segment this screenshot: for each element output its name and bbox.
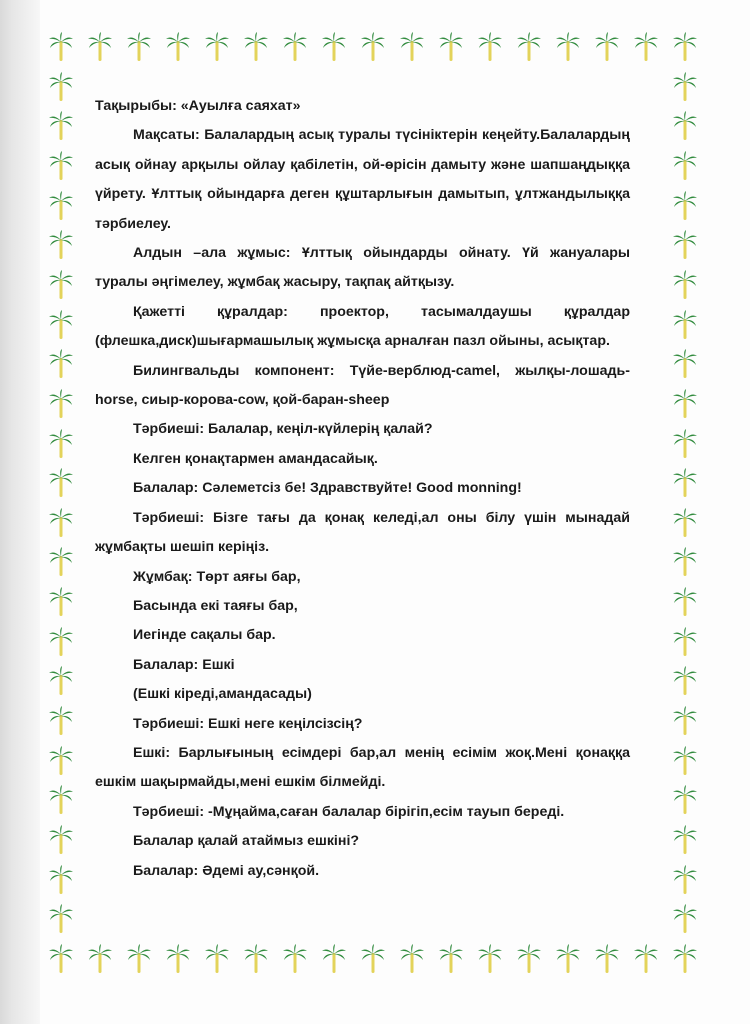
palm-tree-icon (48, 508, 74, 538)
palm-tree-icon (672, 785, 698, 815)
palm-tree-icon (672, 32, 698, 62)
palm-tree-icon (672, 111, 698, 141)
palm-tree-icon (672, 310, 698, 340)
palm-tree-icon (87, 32, 113, 62)
riddle-line: Иегінде сақалы бар. (133, 627, 276, 644)
palm-tree-icon (594, 944, 620, 974)
palm-tree-icon (321, 944, 347, 974)
palm-tree-icon (282, 944, 308, 974)
palm-tree-icon (672, 270, 698, 300)
palm-tree-icon (48, 706, 74, 736)
palm-tree-icon (126, 32, 152, 62)
palm-tree-icon (555, 32, 581, 62)
palm-tree-icon (672, 666, 698, 696)
palm-tree-icon (516, 944, 542, 974)
palm-tree-icon (633, 944, 659, 974)
palm-tree-icon (672, 865, 698, 895)
palm-tree-icon (87, 944, 113, 974)
palm-tree-icon (438, 32, 464, 62)
palm-tree-icon (672, 627, 698, 657)
riddle-line: Басында екі таяғы бар, (133, 597, 298, 614)
palm-tree-icon (48, 151, 74, 181)
palm-tree-icon (204, 32, 230, 62)
palm-tree-icon (672, 904, 698, 934)
palm-tree-icon (672, 706, 698, 736)
palm-tree-icon (48, 746, 74, 776)
palm-tree-icon (48, 865, 74, 895)
palm-tree-icon (48, 349, 74, 379)
palm-tree-icon (48, 111, 74, 141)
palm-tree-icon (516, 32, 542, 62)
lesson-topic: Тақырыбы: «Ауылға саяхат» (95, 98, 301, 114)
dialogue-line: Тәрбиеші: -Мұңайма,саған балалар бірігіп,есім тауып береді. (133, 803, 565, 820)
palm-tree-icon (672, 72, 698, 102)
palm-tree-icon (672, 587, 698, 617)
palm-tree-icon (672, 825, 698, 855)
palm-tree-icon (48, 72, 74, 102)
palm-tree-icon (399, 32, 425, 62)
palm-tree-icon (48, 666, 74, 696)
document-text (95, 92, 630, 886)
palm-tree-icon (672, 389, 698, 419)
palm-tree-icon (48, 468, 74, 498)
dialogue-line: Балалар: Әдемі ау,сәнқой. (133, 862, 320, 879)
stage-direction: (Ешкі кіреді,амандасады) (133, 686, 312, 703)
palm-tree-icon (555, 944, 581, 974)
palm-tree-icon (48, 627, 74, 657)
palm-tree-icon (477, 944, 503, 974)
palm-tree-icon (399, 944, 425, 974)
palm-tree-icon (48, 389, 74, 419)
palm-tree-icon (321, 32, 347, 62)
required-materials: Қажетті құралдар: проектор, тасымалдаушы құралдар (флешка,диск)шығармашылық жұмысқа арналған пазл ойыны, асықтар. (95, 303, 630, 350)
palm-tree-icon (48, 944, 74, 974)
palm-tree-icon (165, 944, 191, 974)
dialogue-line: Балалар: Сәлеметсіз бе! Здравствуйте! Good monning! (133, 480, 522, 497)
dialogue-line: Балалар: Ешкі (133, 656, 235, 673)
palm-tree-icon (477, 32, 503, 62)
riddle-line: Жұмбақ: Төрт аяғы бар, (133, 568, 301, 585)
palm-tree-icon (672, 944, 698, 974)
dialogue-line: Тәрбиеші: Ешкі неге кеңілсізсің? (133, 715, 363, 732)
palm-tree-icon (243, 944, 269, 974)
dialogue-line: Келген қонақтармен амандасайық. (133, 450, 378, 467)
dialogue-line: Балалар қалай атаймыз ешкіні? (133, 833, 360, 850)
palm-tree-icon (672, 547, 698, 577)
dialogue-line: Тәрбиеші: Бізге тағы да қонақ келеді,ал оны білу үшін мынадай жұмбақты шешіп керіңіз. (95, 509, 630, 556)
palm-tree-icon (360, 32, 386, 62)
palm-tree-icon (48, 230, 74, 260)
palm-tree-icon (204, 944, 230, 974)
palm-tree-icon (165, 32, 191, 62)
palm-tree-icon (48, 904, 74, 934)
palm-tree-icon (672, 151, 698, 181)
palm-tree-icon (672, 429, 698, 459)
palm-tree-icon (48, 32, 74, 62)
palm-tree-icon (360, 944, 386, 974)
palm-tree-icon (48, 547, 74, 577)
palm-tree-icon (672, 349, 698, 379)
bilingual-component: Билингвальды компонент: Түйе-верблюд-camel, жылқы-лошадь-horse, сиыр-корова-cow, қой-баран-sheep (95, 362, 630, 409)
palm-tree-icon (48, 270, 74, 300)
palm-tree-icon (48, 825, 74, 855)
palm-tree-icon (672, 508, 698, 538)
lesson-goal: Мақсаты: Балалардың асық туралы түсініктерін кеңейту.Балалардың асық ойнау арқылы ойлау қабілетін, ой-өрісін дамыту және шапшаңдыққа үйрету. Ұлттық ойындарға деген құштарлығын дамытып, ұлтжандылыққа тәрбиелеу. (95, 127, 630, 232)
palm-tree-icon (48, 191, 74, 221)
palm-tree-icon (48, 587, 74, 617)
palm-tree-icon (126, 944, 152, 974)
preliminary-work: Алдын –ала жұмыс: Ұлттық ойындарды ойнату. Үй жануалары туралы әңгімелеу, жұмбақ жасыру, тақпақ айтқызу. (95, 245, 630, 291)
palm-tree-icon (594, 32, 620, 62)
palm-tree-icon (633, 32, 659, 62)
palm-tree-icon (672, 230, 698, 260)
palm-tree-icon (48, 785, 74, 815)
dialogue-line: Ешкі: Барлығының есімдері бар,ал менің есімім жоқ.Мені қонаққа ешкім шақырмайды,мені ешкім білмейді. (95, 744, 630, 791)
palm-tree-icon (282, 32, 308, 62)
palm-tree-icon (672, 746, 698, 776)
palm-tree-icon (438, 944, 464, 974)
palm-tree-icon (672, 468, 698, 498)
palm-tree-icon (48, 310, 74, 340)
palm-tree-icon (48, 429, 74, 459)
dialogue-line: Тәрбиеші: Балалар, кеңіл-күйлерің қалай? (133, 421, 433, 438)
palm-tree-icon (243, 32, 269, 62)
palm-tree-icon (672, 191, 698, 221)
scan-edge-shadow (0, 0, 40, 1024)
